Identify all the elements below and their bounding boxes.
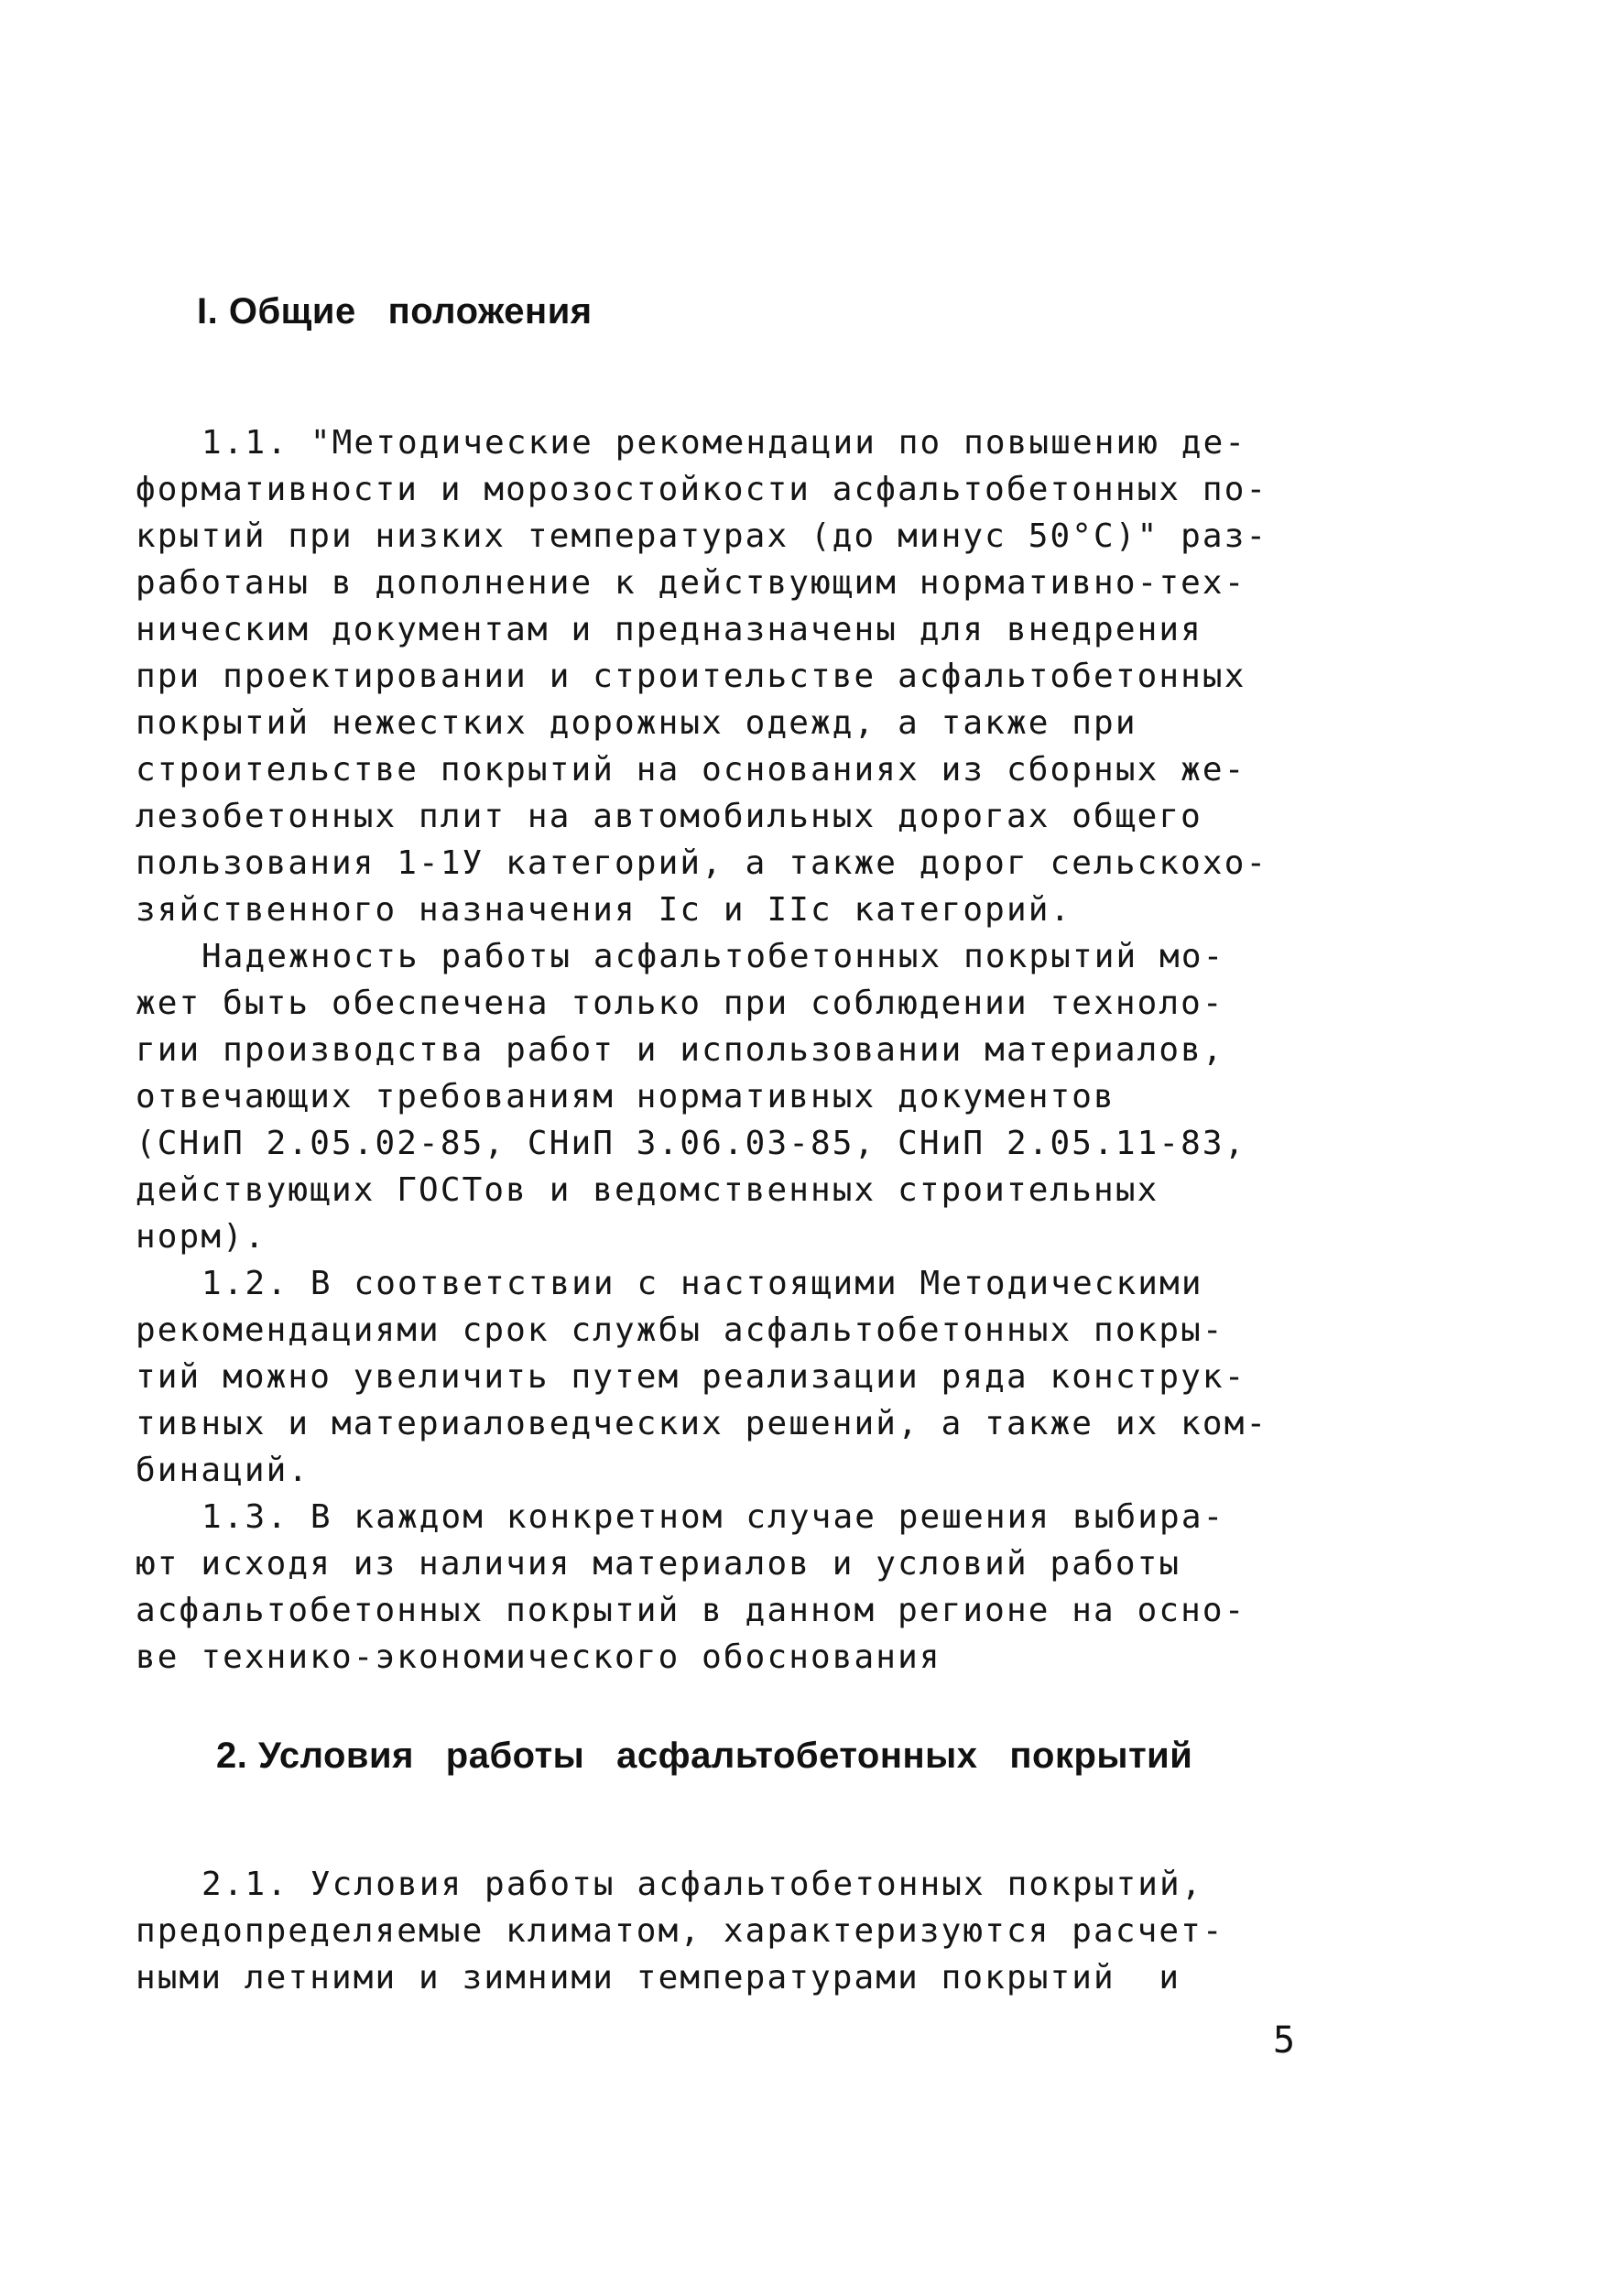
text-line: асфальтобетонных покрытий в данном регионе на осно- [136, 1592, 1246, 1629]
text-line: ническим документам и предназначены для внедрения [136, 611, 1202, 648]
text-line: 1.1. "Методические рекомендации по повышению де- [201, 424, 1247, 462]
text-line: 2.1. Условия работы асфальтобетонных покрытий, [201, 1866, 1203, 1903]
section-2-heading: 2. Условия работы асфальтобетонных покрытий [216, 1736, 1193, 1776]
text-line: 1.3. В каждом конкретном случае решения выбира- [201, 1498, 1225, 1536]
text-line: пользования 1-1У категорий, а также дорог сельскохо- [136, 844, 1268, 882]
text-line: строительстве покрытий на основаниях из сборных же- [136, 751, 1246, 789]
text-line: тивных и материаловедческих решений, а также их ком- [136, 1405, 1268, 1442]
text-line: лезобетонных плит на автомобильных дорогах общего [136, 798, 1202, 835]
text-line: формативности и морозостойкости асфальтобетонных по- [136, 471, 1268, 508]
text-line: ве технико-экономического обоснования [136, 1638, 941, 1676]
section-1-heading: I. Общие положения [197, 291, 593, 332]
text-line: ют исходя из наличия материалов и условий работы [136, 1545, 1181, 1583]
text-line: 1.2. В соответствии с настоящими Методическими [201, 1265, 1203, 1302]
text-line: при проектировании и строительстве асфальтобетонных [136, 658, 1246, 695]
text-line: жет быть обеспечена только при соблюдении техноло- [136, 985, 1224, 1022]
text-line: крытий при низких температурах (до минус 50°С)" раз- [136, 517, 1268, 555]
text-line: тий можно увеличить путем реализации ряда конструк- [136, 1358, 1246, 1396]
text-line: работаны в дополнение к действующим нормативно-тех- [136, 564, 1246, 602]
page-number: 5 [1273, 2019, 1296, 2062]
text-line: действующих ГОСТов и ведомственных строительных [136, 1171, 1159, 1209]
text-line: Надежность работы асфальтобетонных покрытий мо- [201, 938, 1225, 975]
text-line: отвечающих требованиям нормативных документов [136, 1078, 1115, 1115]
text-line: покрытий нежестких дорожных одежд, а также при [136, 704, 1137, 742]
text-line: предопределяемые климатом, характеризуются расчет- [136, 1912, 1224, 1950]
text-line: бинаций. [136, 1452, 310, 1489]
text-line: зяйственного назначения Iс и IIс категорий. [136, 891, 1072, 929]
section-2-body [136, 1861, 1326, 2001]
text-line: ными летними и зимними температурами покрытий и [136, 1959, 1181, 1997]
text-line: рекомендациями срок службы асфальтобетонных покры- [136, 1311, 1224, 1349]
text-line: гии производства работ и использовании материалов, [136, 1031, 1224, 1069]
text-line: норм). [136, 1218, 267, 1256]
section-1-body [136, 419, 1326, 1681]
text-line: (СНиП 2.05.02-85, СНиП 3.06.03-85, СНиП 2.05.11-83, [136, 1125, 1246, 1162]
